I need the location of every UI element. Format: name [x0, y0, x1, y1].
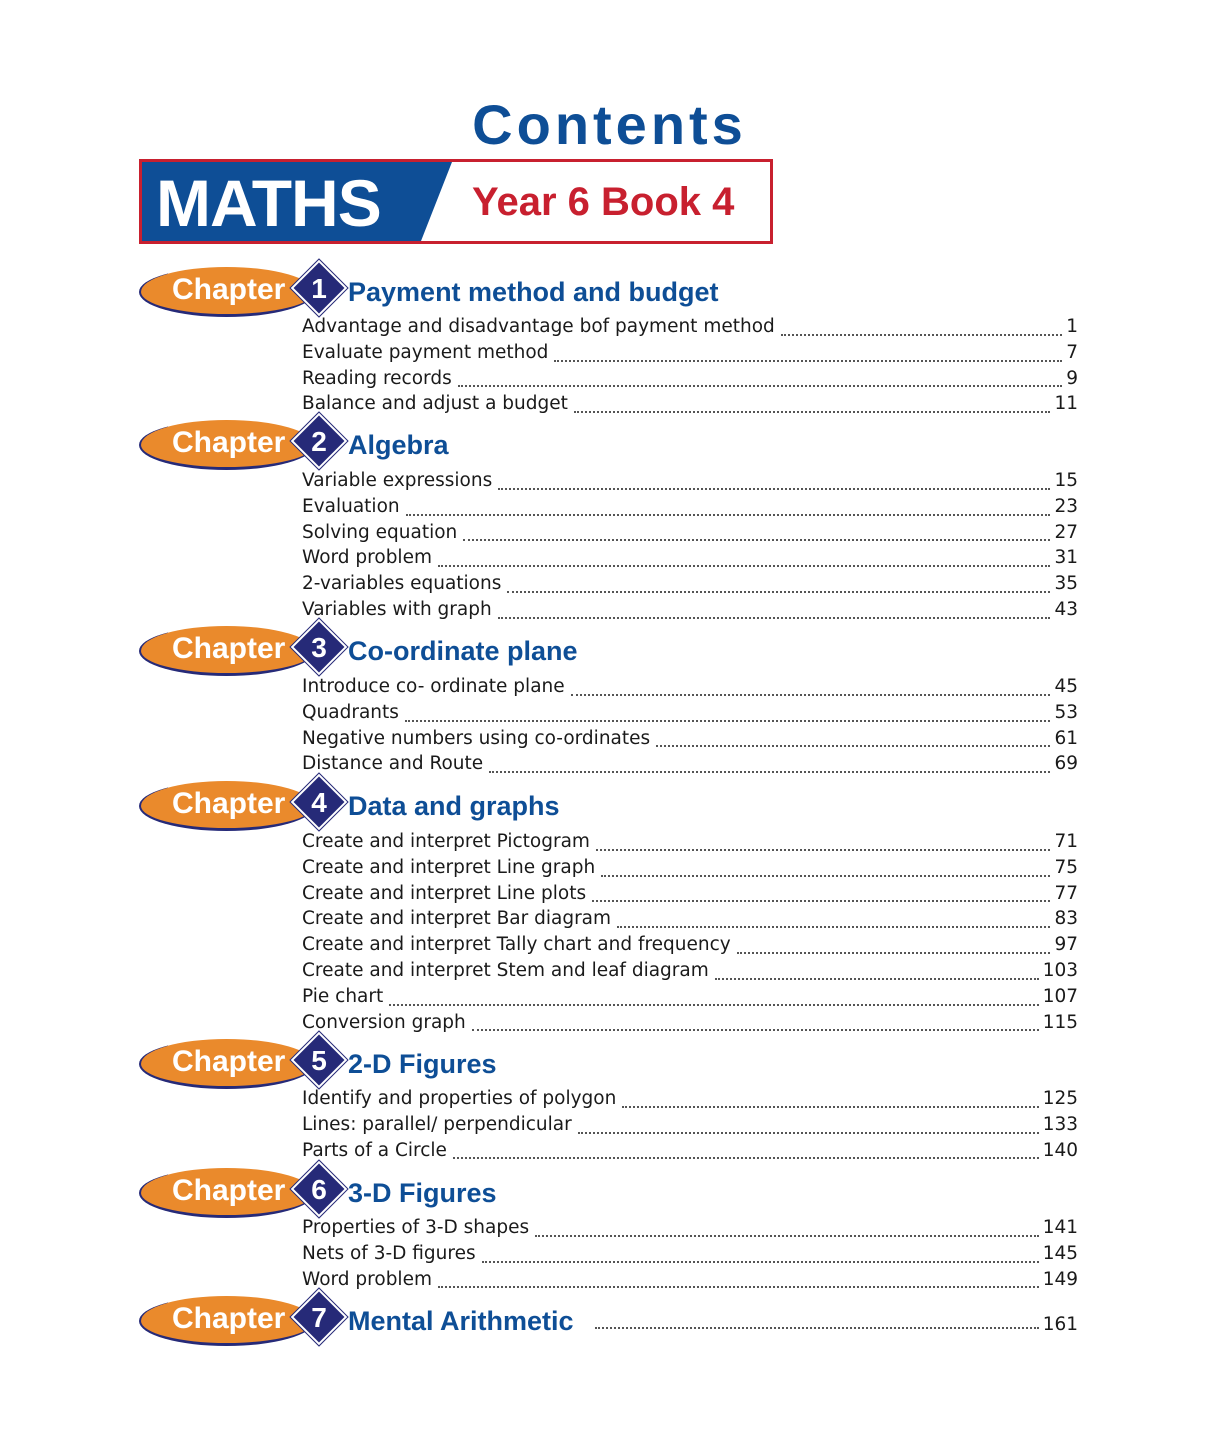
- topic-row: [302, 599, 1078, 625]
- leader-dots: [489, 770, 1050, 773]
- chapter-5-header: [139, 1039, 939, 1095]
- leader-dots: [389, 1003, 1038, 1006]
- topic-name: 2-variables equations: [302, 573, 502, 595]
- leader-dots: [438, 564, 1050, 567]
- topic-page: 43: [1054, 598, 1078, 620]
- chapter-title: 2-D Figures: [348, 1049, 497, 1079]
- chapter-title: Mental Arithmetic: [348, 1306, 574, 1336]
- chapter-label: Chapter: [172, 1045, 286, 1078]
- topic-name: Create and interpret Pictogram: [302, 831, 590, 852]
- topic-name: Variables with graph: [302, 598, 492, 620]
- leader-dots: [507, 590, 1050, 593]
- topic-page: 23: [1054, 495, 1078, 517]
- topic-name: Create and interpret Bar diagram: [302, 908, 612, 930]
- topic-name: Create and interpret Stem and leaf diagram: [302, 959, 709, 981]
- topic-page: 141: [1042, 1217, 1078, 1238]
- topic-page: 35: [1054, 573, 1078, 595]
- chapter-2-topics: [302, 470, 1078, 625]
- topic-name: Balance and adjust a budget: [302, 393, 568, 415]
- chapter-7-page: 161: [1042, 1314, 1078, 1335]
- chapter-1-topics: [302, 316, 1078, 419]
- topic-name: Create and interpret Line plots: [302, 882, 587, 904]
- leader-dots: [574, 410, 1051, 413]
- leader-dots: [498, 487, 1050, 490]
- chapter-title: Data and graphs: [348, 791, 560, 821]
- leader-dots: [463, 538, 1050, 541]
- leader-dots: [656, 744, 1050, 747]
- chapter-4-topics: [302, 831, 1078, 1037]
- leader-dots: [458, 384, 1063, 387]
- chapter-6-header: [139, 1168, 939, 1224]
- leader-dots: [498, 616, 1051, 619]
- leader-dots: [453, 1156, 1039, 1159]
- chapter-label: Chapter: [172, 1174, 286, 1207]
- leader-dots: [592, 899, 1050, 902]
- chapter-number: 7: [311, 1302, 327, 1333]
- topic-page: 77: [1054, 882, 1078, 904]
- topic-name: Conversion graph: [302, 1011, 466, 1033]
- topic-name: Properties of 3-D shapes: [302, 1217, 530, 1238]
- topic-name: Evaluate payment method: [302, 341, 549, 363]
- leader-dots: [595, 1327, 1039, 1329]
- topic-row: [302, 960, 1078, 986]
- leader-dots: [781, 333, 1062, 336]
- topic-name: Distance and Route: [302, 753, 484, 775]
- topic-page: 15: [1054, 470, 1078, 491]
- topic-row: [302, 547, 1078, 573]
- chapter-number: 5: [311, 1045, 327, 1076]
- topic-row: [302, 857, 1078, 883]
- leader-dots: [472, 1028, 1039, 1031]
- topic-row: [302, 753, 1078, 779]
- topic-row: [302, 831, 1078, 857]
- leader-dots: [715, 977, 1039, 980]
- topic-name: Parts of a Circle: [302, 1139, 447, 1161]
- chapter-number: 6: [311, 1174, 327, 1205]
- topic-row: [302, 1217, 1078, 1243]
- topic-row: [302, 496, 1078, 522]
- leader-dots: [554, 359, 1062, 362]
- topic-page: 9: [1066, 367, 1078, 389]
- chapter-label: Chapter: [172, 1302, 286, 1335]
- topic-name: Identify and properties of polygon: [302, 1088, 617, 1109]
- topic-page: 149: [1042, 1268, 1078, 1290]
- topic-row: [302, 883, 1078, 909]
- topic-page: 61: [1054, 727, 1078, 749]
- chapter-label: Chapter: [172, 273, 286, 306]
- topic-name: Variable expressions: [302, 470, 493, 491]
- chapter-7-page-line: [595, 1314, 1078, 1335]
- topic-name: Quadrants: [302, 701, 399, 723]
- topic-row: [302, 676, 1078, 702]
- chapter-label: Chapter: [172, 426, 286, 459]
- topic-row: [302, 1140, 1078, 1166]
- topic-page: 83: [1054, 908, 1078, 930]
- topic-row: [302, 1088, 1078, 1114]
- chapter-number: 1: [311, 273, 327, 304]
- chapter-3-header: [139, 626, 939, 682]
- topic-name: Negative numbers using co-ordinates: [302, 727, 651, 749]
- topic-row: [302, 522, 1078, 548]
- topic-row: [302, 1243, 1078, 1269]
- chapter-number: 2: [311, 426, 327, 457]
- chapter-title: Co-ordinate plane: [348, 636, 578, 666]
- leader-dots: [596, 848, 1051, 851]
- topic-page: 140: [1042, 1139, 1078, 1161]
- chapter-3-topics: [302, 676, 1078, 779]
- chapter-label: Chapter: [172, 632, 286, 665]
- topic-page: 11: [1054, 393, 1078, 415]
- chapter-2-header: [139, 420, 939, 476]
- topic-name: Word problem: [302, 1268, 432, 1290]
- leader-dots: [578, 1131, 1039, 1134]
- chapter-1-header: [139, 267, 939, 323]
- topic-name: Solving equation: [302, 521, 458, 543]
- chapter-label: Chapter: [172, 787, 286, 820]
- leader-dots: [571, 693, 1051, 696]
- topic-row: [302, 702, 1078, 728]
- leader-dots: [622, 1105, 1038, 1108]
- topic-page: 75: [1054, 856, 1078, 878]
- topic-page: 69: [1054, 753, 1078, 775]
- topic-page: 103: [1042, 959, 1078, 981]
- topic-row: [302, 470, 1078, 496]
- topic-name: Pie chart: [302, 985, 384, 1007]
- topic-name: Reading records: [302, 367, 452, 389]
- chapter-title: 3-D Figures: [348, 1178, 497, 1208]
- chapter-number: 4: [311, 787, 327, 818]
- topic-page: 97: [1054, 934, 1078, 956]
- topic-row: [302, 1012, 1078, 1038]
- topic-row: [302, 342, 1078, 368]
- leader-dots: [405, 719, 1051, 722]
- topic-page: 71: [1054, 831, 1078, 852]
- topic-page: 115: [1042, 1011, 1078, 1033]
- topic-name: Lines: parallel/ perpendicular: [302, 1113, 572, 1135]
- topic-row: [302, 986, 1078, 1012]
- leader-dots: [617, 925, 1050, 928]
- topic-page: 1: [1066, 316, 1078, 337]
- topic-page: 27: [1054, 521, 1078, 543]
- banner-subject: MATHS: [156, 166, 381, 240]
- chapter-title: Algebra: [348, 430, 449, 460]
- topic-name: Advantage and disadvantage bof payment method: [302, 316, 775, 337]
- leader-dots: [482, 1260, 1039, 1263]
- topic-page: 145: [1042, 1242, 1078, 1264]
- topic-row: [302, 393, 1078, 419]
- topic-row: [302, 573, 1078, 599]
- page-title: Contents: [472, 93, 747, 156]
- topic-row: [302, 1269, 1078, 1295]
- topic-name: Nets of 3-D figures: [302, 1242, 476, 1264]
- banner-book: Year 6 Book 4: [472, 180, 735, 224]
- chapter-5-topics: [302, 1088, 1078, 1165]
- topic-page: 45: [1054, 676, 1078, 697]
- leader-dots: [438, 1285, 1039, 1288]
- topic-row: [302, 908, 1078, 934]
- topic-row: [302, 728, 1078, 754]
- chapter-6-topics: [302, 1217, 1078, 1294]
- leader-dots: [535, 1234, 1039, 1237]
- topic-name: Create and interpret Tally chart and frequency: [302, 934, 731, 956]
- topic-name: Introduce co- ordinate plane: [302, 676, 565, 697]
- topic-page: 31: [1054, 547, 1078, 569]
- topic-row: [302, 934, 1078, 960]
- leader-dots: [406, 513, 1051, 516]
- topic-page: 107: [1042, 985, 1078, 1007]
- topic-page: 133: [1042, 1113, 1078, 1135]
- topic-page: 53: [1054, 701, 1078, 723]
- chapter-title: Payment method and budget: [348, 277, 719, 307]
- topic-name: Evaluation: [302, 495, 400, 517]
- chapter-number: 3: [311, 632, 327, 663]
- topic-page: 125: [1042, 1088, 1078, 1109]
- book-banner: [139, 159, 773, 244]
- topic-page: 7: [1066, 341, 1078, 363]
- leader-dots: [601, 874, 1050, 877]
- topic-row: [302, 368, 1078, 394]
- topic-row: [302, 1114, 1078, 1140]
- topic-name: Word problem: [302, 547, 432, 569]
- topic-name: Create and interpret Line graph: [302, 856, 596, 878]
- chapter-4-header: [139, 781, 939, 837]
- topic-row: [302, 316, 1078, 342]
- leader-dots: [737, 951, 1051, 954]
